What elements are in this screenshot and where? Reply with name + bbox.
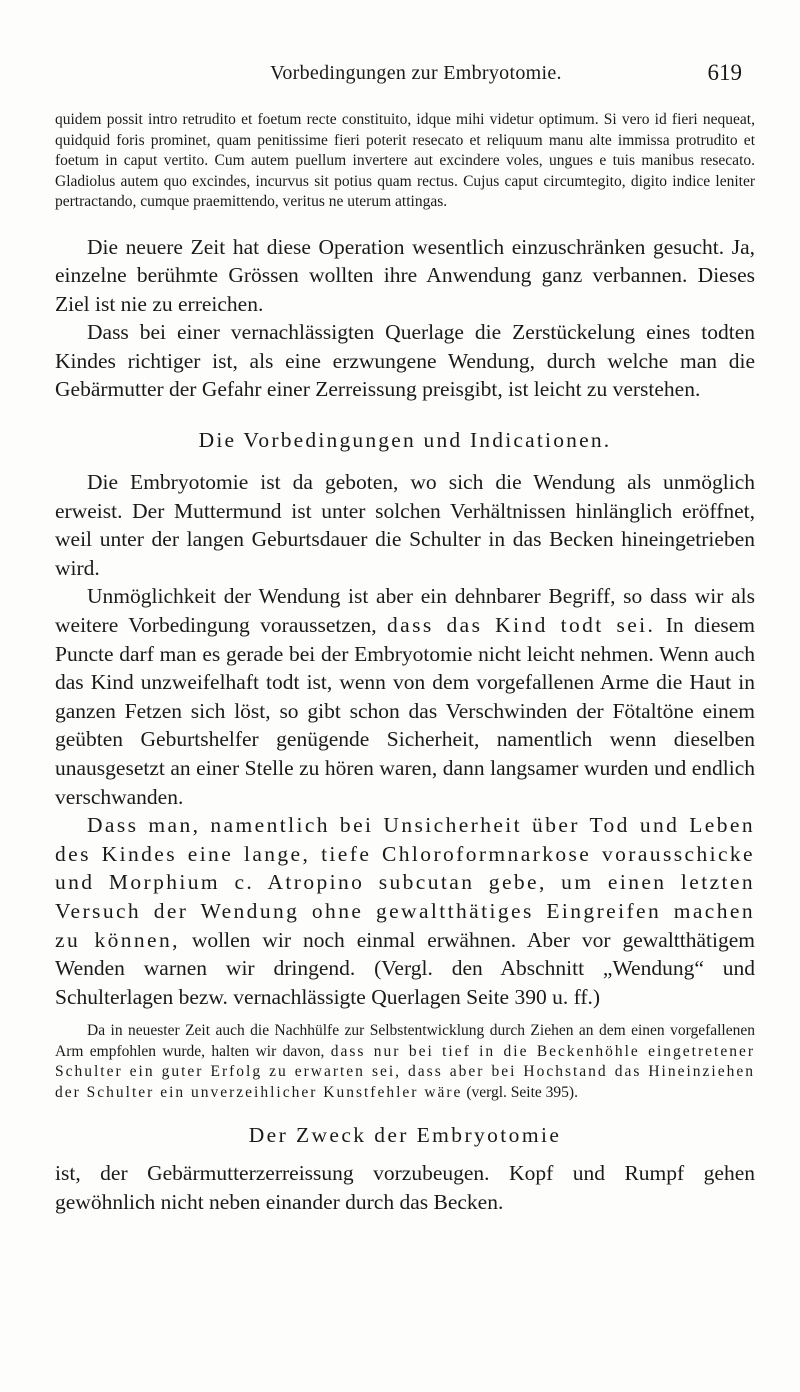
note-emphasis: dass nur bei tief in die Beckenhöhle eingetretener Schulter ein guter Erfolg zu erwarten sei, dass aber bei Hochstand das Hineinziehen der Schulter ein unverzeihlicher Kunstfehler wäre xyxy=(55,1042,755,1101)
latin-quotation: quidem possit intro retrudito et foetum recte constituito, idque mihi videtur optimum. Si vero id fieri nequeat, quidquid foris prominet, quam penitissime fieri poterit resecato et reliquum manu alte immissa protrudito et foetum in caput vertito. Cum autem puellum invertere aut excindere voles, ungues e tuis manibus resecato. Gladiolus autem quo excindes, incurvus sit potius quam rectus. Cujus caput circumtegito, digito indice leniter pertractando, cumque praemittendo, veritus ne uterum attingas. xyxy=(55,111,755,210)
page-number: 619 xyxy=(707,60,742,85)
paragraph-embryotomy-indicated: Die Embryotomie ist da geboten, wo sich die Wendung als unmöglich erweist. Der Muttermund ist unter solchen Verhältnissen hinlänglich eröffnet, weil unter der langen Geburtsdauer die Schulter in das Becken hineingetrieben wird. xyxy=(55,470,755,580)
emphasis-child-dead: dass das Kind todt sei. xyxy=(387,613,656,638)
note-lead: Da in neuester Zeit auch die Nachhülfe zur Selbstentwicklung durch Ziehen an dem einen vorgefallenen Arm empfohlen wurde, halten wir davon, xyxy=(55,1022,755,1060)
section-heading-indications: Die Vorbedingungen und Indicationen. xyxy=(198,428,612,453)
page-content xyxy=(55,110,755,1217)
emphasis-chloroform: Dass man, namentlich bei Unsicherheit über Tod und Leben des Kindes eine lange, tiefe Chloroformnarkose vorausschicke und Morphium c. Atropino subcutan gebe, um einen letzten Versuch der Wendung ohne gewaltthätiges Eingreifen machen zu können, xyxy=(55,813,755,952)
paragraph-child-dead-rest: In diesem Puncte darf man es gerade bei der Embryotomie nicht leicht nehmen. Wenn auch das Kind unzweifelhaft todt ist, wenn von dem vorgefallenen Arme die Haut in ganzen Fetzen sich löst, so gibt schon das Verschwinden der Fötaltöne einem geübten Geburtshelfer genügende Sicherheit, namentlich wenn dieselben unausgesetzt an einer Stelle zu hören waren, dann langsamer wurden und endlich verschwanden. xyxy=(55,613,756,809)
paragraph-chloroform xyxy=(55,811,755,1011)
paragraph-chloroform-rest: wollen wir noch einmal erwähnen. Aber vor gewaltthätigem Wenden warnen wir dringend. (Vergl. den Abschnitt „Wendung“ und Schulterlagen bezw. vernachlässigte Querlagen Seite 390 u. ff.) xyxy=(55,927,755,1009)
note-tail: (vergl. Seite 395). xyxy=(462,1083,578,1101)
running-title: Vorbedingungen zur Embryotomie. xyxy=(270,62,562,84)
paragraph-neglected-transverse: Dass bei einer vernachlässigten Querlage die Zerstückelung eines todten Kindes richtiger ist, als eine erzwungene Wendung, durch welche man die Gebärmutter der Gefahr einer Zerreissung preisgibt, ist leicht zu verstehen. xyxy=(55,320,755,402)
paragraph-modern-restriction: Die neuere Zeit hat diese Operation wesentlich einzuschränken gesucht. Ja, einzelne berühmte Grössen wollten ihre Anwendung ganz verbannen. Dieses Ziel ist nie zu erreichen. xyxy=(55,234,755,316)
section-heading-purpose: Der Zweck der Embryotomie xyxy=(248,1123,562,1148)
footnote-self-development xyxy=(55,1021,755,1103)
page-header xyxy=(90,60,742,90)
paragraph-child-dead xyxy=(55,582,755,811)
paragraph-purpose: ist, der Gebärmutterzerreissung vorzubeugen. Kopf und Rumpf gehen gewöhnlich nicht neben einander durch das Becken. xyxy=(55,1161,755,1214)
paragraph-child-dead-lead: Unmöglichkeit der Wendung ist aber ein dehnbarer Begriff, so dass wir als weitere Vorbedingung voraussetzen, xyxy=(55,584,755,638)
